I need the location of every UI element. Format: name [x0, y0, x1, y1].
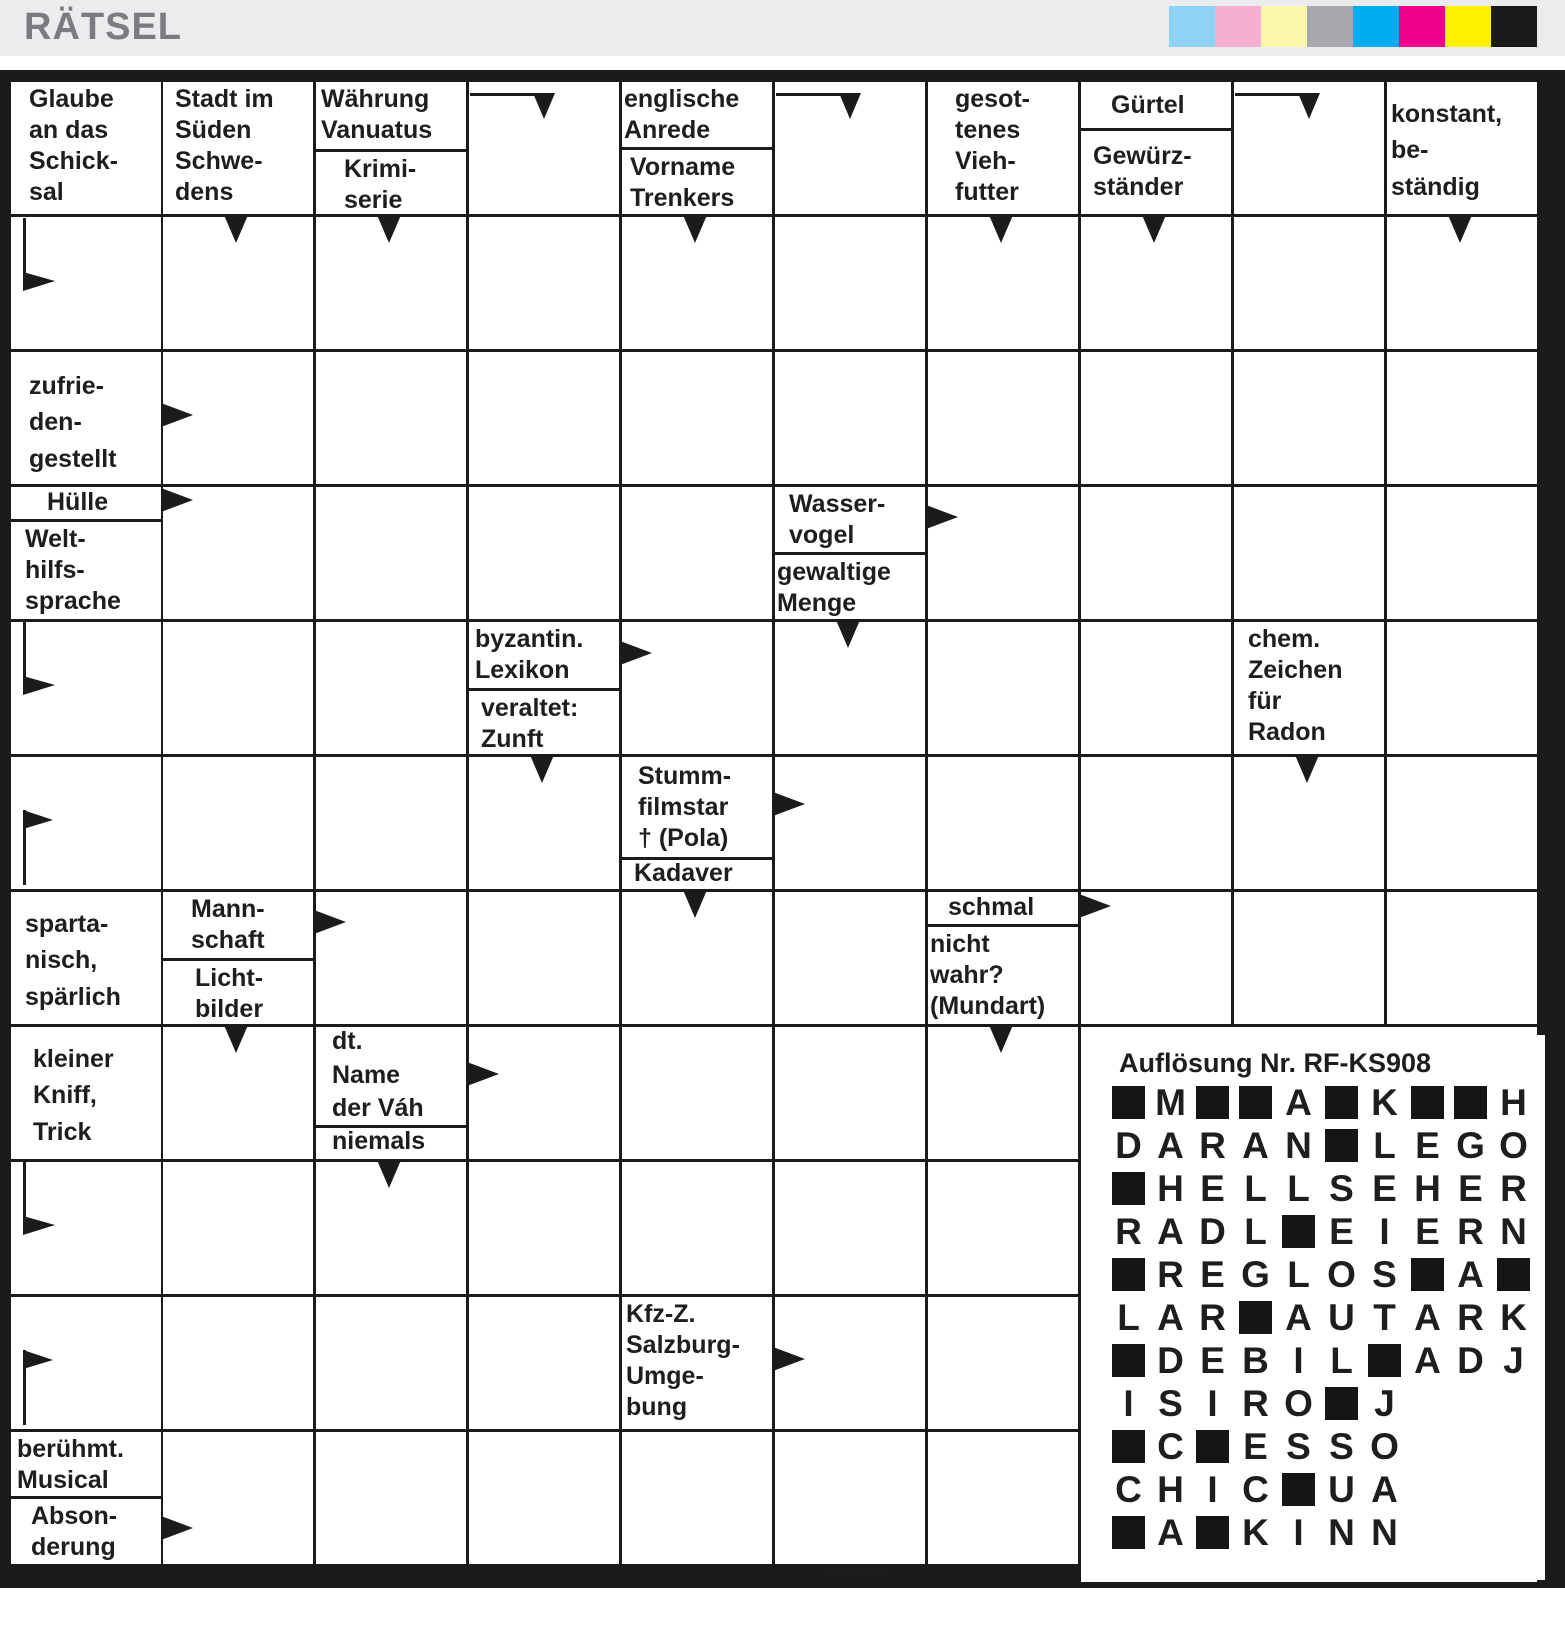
arrow-right-icon: [314, 910, 434, 1030]
solution-letter: E: [1200, 1254, 1225, 1295]
grid-cell-r10-c3[interactable]: [469, 1432, 619, 1564]
clue-cell-chem: [1234, 622, 1384, 754]
solution-row: [1107, 1296, 1547, 1339]
arrow-L-down-right-icon: [23, 218, 143, 338]
solution-black-square: [1325, 1129, 1358, 1162]
grid-cell-r2-c6[interactable]: [928, 352, 1078, 484]
solution-letter: J: [1374, 1383, 1395, 1424]
clue-cell-kfz: [622, 1297, 772, 1429]
arrow-down-icon: [1448, 215, 1565, 335]
grid-cell-r5-c2[interactable]: [316, 757, 466, 889]
page-title: RÄTSEL: [24, 6, 182, 48]
grid-cell-r3-c8[interactable]: [1234, 487, 1384, 619]
solution-letter: A: [1242, 1125, 1269, 1166]
arrow-right-icon: [467, 1062, 587, 1182]
arrow-down-icon: [989, 215, 1109, 335]
solution-row: [1107, 1167, 1547, 1210]
solution-letter: A: [1457, 1254, 1484, 1295]
solution-letter: S: [1372, 1254, 1397, 1295]
arrow-down-icon: [224, 1025, 344, 1145]
grid-cell-r3-c4[interactable]: [622, 487, 772, 619]
clue-divider: [163, 958, 313, 961]
solution-letter: A: [1157, 1297, 1184, 1338]
solution-letter: S: [1158, 1383, 1183, 1424]
solution-letter: R: [1199, 1125, 1226, 1166]
grid-cell-r10-c4[interactable]: [622, 1432, 772, 1564]
solution-black-square: [1282, 1473, 1315, 1506]
solution-black-square: [1112, 1086, 1145, 1119]
solution-letter: M: [1155, 1082, 1186, 1123]
grid-cell-r8-c1[interactable]: [163, 1162, 313, 1294]
solution-letter: N: [1500, 1211, 1527, 1252]
solution-letter: D: [1457, 1340, 1484, 1381]
solution-black-square: [1196, 1430, 1229, 1463]
arrow-right-icon: [161, 488, 281, 608]
solution-letter: J: [1503, 1340, 1524, 1381]
clue-cell-englische: [622, 82, 772, 214]
grid-cell-r5-c1[interactable]: [163, 757, 313, 889]
clue-cell-kleiner: [11, 1027, 161, 1159]
solution-black-square: [1112, 1430, 1145, 1463]
clue-cell-guertel: [1081, 82, 1231, 214]
solution-letter: E: [1458, 1168, 1483, 1209]
clue-stumm: Stumm- filmstar † (Pola): [638, 762, 732, 852]
grid-cell-r4-c7[interactable]: [1081, 622, 1231, 754]
clue-gewaltige: gewaltige Menge: [777, 558, 891, 617]
solution-letter: G: [1456, 1125, 1485, 1166]
solution-black-square: [1454, 1086, 1487, 1119]
swatch-light-cyan: [1169, 6, 1215, 47]
solution-letter: O: [1370, 1426, 1399, 1467]
solution-row: [1107, 1511, 1547, 1554]
arrow-down-icon: [836, 620, 956, 740]
solution-black-square: [1282, 1215, 1315, 1248]
clue-waehrung: Währung Vanuatus: [321, 85, 433, 144]
solution-letter: C: [1242, 1469, 1269, 1510]
arrow-right-icon: [773, 1347, 893, 1467]
clue-divider: [622, 147, 772, 150]
arrow-right-icon: [620, 641, 740, 761]
clue-vorname: Vorname Trenkers: [630, 153, 736, 212]
solution-letter: A: [1157, 1125, 1184, 1166]
grid-cell-r8-c5[interactable]: [775, 1162, 925, 1294]
solution-letter: E: [1200, 1340, 1225, 1381]
swatch-black: [1491, 6, 1537, 47]
swatch-cyan: [1353, 6, 1399, 47]
solution-black-square: [1239, 1301, 1272, 1334]
solution-letter: I: [1379, 1211, 1390, 1252]
clue-krimi: Krimi- serie: [344, 155, 417, 214]
arrow-down-icon: [377, 215, 497, 335]
solution-black-square: [1411, 1258, 1444, 1291]
clue-kadaver: Kadaver: [634, 859, 733, 887]
clue-stadt: Stadt im Süden Schwe- dens: [175, 85, 274, 206]
solution-letter: B: [1242, 1340, 1269, 1381]
solution-letter: U: [1328, 1297, 1355, 1338]
grid-cell-r2-c2[interactable]: [316, 352, 466, 484]
clue-cell-byzantin: [469, 622, 619, 754]
solution-letter: E: [1200, 1168, 1225, 1209]
solution-black-square: [1112, 1516, 1145, 1549]
solution-letter: O: [1284, 1383, 1313, 1424]
solution-letter: A: [1371, 1469, 1398, 1510]
grid-cell-r6-c8[interactable]: [1234, 892, 1384, 1024]
solution-letter: A: [1157, 1211, 1184, 1252]
clue-lichtbilder: Licht- bilder: [195, 964, 264, 1023]
arrow-down-icon: [1295, 755, 1415, 875]
solution-title: Auflösung Nr. RF-KS908: [1119, 1048, 1432, 1078]
solution-black-square: [1368, 1344, 1401, 1377]
clue-mannschaft: Mann- schaft: [191, 895, 265, 954]
solution-letter: E: [1415, 1125, 1440, 1166]
grid-cell-r8-c6[interactable]: [928, 1162, 1078, 1294]
arrow-down-icon: [530, 755, 650, 875]
swatch-magenta: [1399, 6, 1445, 47]
solution-letter: N: [1285, 1125, 1312, 1166]
solution-black-square: [1411, 1086, 1444, 1119]
clue-kfz: Kfz-Z. Salzburg- Umge- bung: [626, 1300, 740, 1421]
solution-letter: K: [1500, 1297, 1527, 1338]
clue-byzantin: byzantin. Lexikon: [475, 625, 584, 684]
solution-letter: H: [1500, 1082, 1527, 1123]
grid-cell-r4-c1[interactable]: [163, 622, 313, 754]
solution-letter: I: [1293, 1340, 1304, 1381]
clue-divider: [316, 149, 466, 152]
grid-cell-r3-c7[interactable]: [1081, 487, 1231, 619]
solution-letter: K: [1242, 1512, 1269, 1553]
grid-cell-r4-c2[interactable]: [316, 622, 466, 754]
grid-cell-r8-c4[interactable]: [622, 1162, 772, 1294]
clue-niemals: niemals: [332, 1127, 426, 1155]
arrow-right-icon: [773, 792, 893, 912]
clue-wasservogel: Wasser- vogel: [789, 490, 886, 549]
solution-row: [1107, 1081, 1547, 1124]
clue-cell-glaube: [11, 82, 161, 214]
clue-cell-zufrieden: [11, 352, 161, 484]
grid-cell-r2-c7[interactable]: [1081, 352, 1231, 484]
solution-row: [1107, 1425, 1547, 1468]
clue-cell-mannschaft: [163, 892, 313, 1024]
solution-letter: A: [1414, 1297, 1441, 1338]
solution-letter: I: [1123, 1383, 1134, 1424]
arrow-right-icon: [1079, 894, 1199, 1014]
clue-schmal: schmal: [948, 893, 1035, 921]
solution-letter: N: [1328, 1512, 1355, 1553]
solution-black-square: [1325, 1086, 1358, 1119]
arrow-L-up-right-icon: [23, 1350, 143, 1470]
solution-row: [1107, 1339, 1547, 1382]
solution-black-square: [1112, 1172, 1145, 1205]
clue-spartanisch: sparta- nisch, spärlich: [25, 910, 121, 1011]
arrow-down-icon: [1142, 215, 1262, 335]
clue-cell-schmal: [928, 892, 1078, 1024]
solution-letter: A: [1285, 1082, 1312, 1123]
solution-letter: O: [1327, 1254, 1356, 1295]
grid-cell-r4-c9[interactable]: [1387, 622, 1537, 754]
solution-letter: G: [1241, 1254, 1270, 1295]
swatch-light-magenta: [1215, 6, 1261, 47]
solution-row: [1107, 1382, 1547, 1425]
clue-chem: chem. Zeichen für Radon: [1248, 625, 1343, 746]
grid-cell-r9-c6[interactable]: [928, 1297, 1078, 1429]
clue-gesottenes: gesot- tenes Vieh- futter: [955, 85, 1030, 206]
swatch-yellow: [1445, 6, 1491, 47]
solution-letter: C: [1115, 1469, 1142, 1510]
clue-dtname: dt. Name der Váh: [332, 1027, 424, 1122]
solution-letter: R: [1199, 1297, 1226, 1338]
arrow-hook-down-icon: [470, 93, 590, 213]
puzzle-code: RF-KS909: [825, 1565, 887, 1580]
solution-letter: R: [1242, 1383, 1269, 1424]
solution-letter: C: [1157, 1426, 1184, 1467]
solution-letter: D: [1157, 1340, 1184, 1381]
solution-letter: S: [1329, 1426, 1354, 1467]
grid-cell-r9-c1[interactable]: [163, 1297, 313, 1429]
solution-black-square: [1497, 1258, 1530, 1291]
solution-letter: U: [1328, 1469, 1355, 1510]
solution-letter: R: [1115, 1211, 1142, 1252]
grid-cell-r5-c7[interactable]: [1081, 757, 1231, 889]
solution-letter: D: [1115, 1125, 1142, 1166]
clue-cell-konstant: [1387, 82, 1537, 214]
arrow-hook-down-icon: [1235, 93, 1355, 213]
clue-cell-huelle: [11, 487, 161, 619]
solution-letter: L: [1373, 1125, 1396, 1166]
clue-divider: [11, 519, 161, 522]
solution-letter: E: [1329, 1211, 1354, 1252]
solution-letter: R: [1157, 1254, 1184, 1295]
clue-veraltet: veraltet: Zunft: [481, 694, 579, 753]
solution-letter: T: [1373, 1297, 1396, 1338]
solution-letter: H: [1157, 1168, 1184, 1209]
arrow-hook-down-icon: [776, 93, 896, 213]
grid-cell-r2-c5[interactable]: [775, 352, 925, 484]
solution-letter: S: [1286, 1426, 1311, 1467]
arrow-L-up-right-icon: [23, 810, 143, 930]
solution-letter: E: [1243, 1426, 1268, 1467]
solution-letter: L: [1330, 1340, 1353, 1381]
clue-huelle: Hülle: [47, 488, 109, 516]
arrow-L-down-right-icon: [23, 622, 143, 742]
arrow-right-icon: [926, 505, 1046, 625]
swatch-light-yellow: [1261, 6, 1307, 47]
grid-cell-r2-c3[interactable]: [469, 352, 619, 484]
grid-cell-r2-c8[interactable]: [1234, 352, 1384, 484]
grid-cell-r5-c6[interactable]: [928, 757, 1078, 889]
grid-cell-r3-c2[interactable]: [316, 487, 466, 619]
clue-beruehmt: berühmt. Musical: [17, 1435, 124, 1494]
grid-cell-r2-c9[interactable]: [1387, 352, 1537, 484]
solution-letter: L: [1287, 1168, 1310, 1209]
grid-cell-r2-c4[interactable]: [622, 352, 772, 484]
grid-cell-r7-c5[interactable]: [775, 1027, 925, 1159]
solution-black-square: [1239, 1086, 1272, 1119]
solution-letter: L: [1117, 1297, 1140, 1338]
solution-row: [1107, 1468, 1547, 1511]
grid-cell-r7-c4[interactable]: [622, 1027, 772, 1159]
clue-absonderung: Abson- derung: [31, 1502, 118, 1561]
solution-letter: K: [1371, 1082, 1398, 1123]
header-bar: [0, 0, 1565, 56]
clue-cell-gesottenes: [928, 82, 1078, 214]
arrow-down-icon: [683, 215, 803, 335]
solution-row: [1107, 1210, 1547, 1253]
arrow-down-icon: [224, 215, 344, 335]
solution-letter: I: [1207, 1383, 1218, 1424]
grid-cell-r3-c3[interactable]: [469, 487, 619, 619]
solution-letter: R: [1457, 1297, 1484, 1338]
solution-letter: L: [1244, 1211, 1267, 1252]
solution-panel: [1095, 1035, 1545, 1580]
solution-letter: N: [1371, 1512, 1398, 1553]
clue-divider: [11, 1496, 161, 1499]
clue-divider: [928, 924, 1078, 927]
clue-englische: englische Anrede: [624, 85, 740, 144]
arrow-right-icon: [161, 1516, 281, 1636]
clue-guertel: Gürtel: [1111, 91, 1185, 119]
solution-row: [1107, 1253, 1547, 1296]
clue-welthilfs: Welt- hilfs- sprache: [25, 525, 121, 615]
solution-black-square: [1112, 1344, 1145, 1377]
clue-gewuerz: Gewürz- ständer: [1093, 142, 1192, 201]
solution-letter: H: [1157, 1469, 1184, 1510]
grid-cell-r3-c9[interactable]: [1387, 487, 1537, 619]
solution-letter: R: [1457, 1211, 1484, 1252]
solution-letter: A: [1285, 1297, 1312, 1338]
solution-letter: E: [1415, 1211, 1440, 1252]
arrow-L-down-right-icon: [23, 1162, 143, 1282]
solution-letter: O: [1499, 1125, 1528, 1166]
clue-cell-wasservogel: [775, 487, 925, 619]
solution-black-square: [1196, 1516, 1229, 1549]
solution-row: [1107, 1124, 1547, 1167]
clue-cell-waehrung: [316, 82, 466, 214]
solution-letter: E: [1372, 1168, 1397, 1209]
solution-letter: I: [1293, 1512, 1304, 1553]
swatch-gray: [1307, 6, 1353, 47]
grid-cell-r9-c3[interactable]: [469, 1297, 619, 1429]
grid-cell-r9-c2[interactable]: [316, 1297, 466, 1429]
solution-black-square: [1112, 1258, 1145, 1291]
arrow-down-icon: [989, 1025, 1109, 1145]
clue-cell-stadt: [163, 82, 313, 214]
solution-letter: I: [1207, 1469, 1218, 1510]
clue-kleiner: kleiner Kniff, Trick: [33, 1045, 114, 1146]
solution-letter: L: [1287, 1254, 1310, 1295]
solution-letter: H: [1414, 1168, 1441, 1209]
clue-glaube: Glaube an das Schick- sal: [29, 85, 118, 206]
solution-letter: L: [1244, 1168, 1267, 1209]
grid-cell-r6-c3[interactable]: [469, 892, 619, 1024]
clue-divider: [775, 552, 925, 555]
solution-black-square: [1196, 1086, 1229, 1119]
solution-black-square: [1325, 1387, 1358, 1420]
grid-cell-r6-c9[interactable]: [1387, 892, 1537, 1024]
solution-letter: S: [1329, 1168, 1354, 1209]
solution-letter: A: [1157, 1512, 1184, 1553]
solution-letter: R: [1500, 1168, 1527, 1209]
clue-divider: [1081, 128, 1231, 131]
solution-letter: A: [1414, 1340, 1441, 1381]
clue-zufrieden: zufrie- den- gestellt: [29, 372, 117, 473]
clue-konstant: konstant, be- ständig: [1391, 100, 1503, 201]
solution-letter: D: [1199, 1211, 1226, 1252]
clue-nichtwahr: nicht wahr? (Mundart): [930, 930, 1046, 1020]
grid-cell-r10-c6[interactable]: [928, 1432, 1078, 1564]
grid-cell-r10-c2[interactable]: [316, 1432, 466, 1564]
clue-divider: [469, 688, 619, 691]
